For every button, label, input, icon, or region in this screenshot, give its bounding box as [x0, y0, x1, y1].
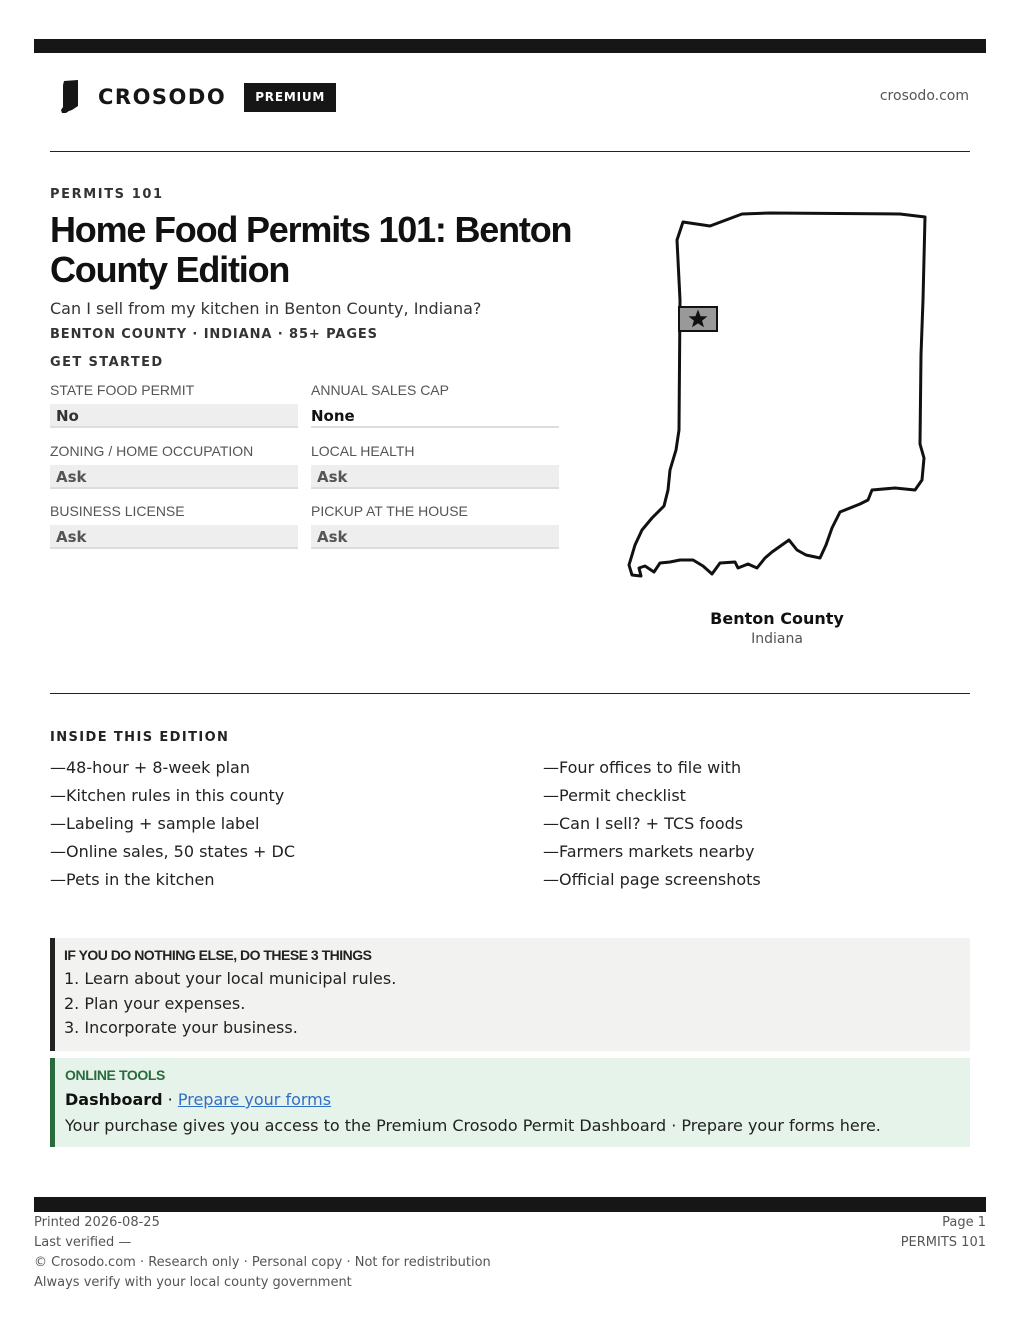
- list-item: —Official page screenshots: [543, 870, 761, 889]
- field-label: STATE FOOD PERMIT: [50, 382, 195, 398]
- field-pickup: [311, 503, 559, 549]
- tools-description: Your purchase gives you access to the Premium Crosodo Permit Dashboard · Prepare your forms here.: [65, 1116, 881, 1135]
- verify-note: Always verify with your local county government: [34, 1275, 352, 1290]
- footer-right: [901, 1213, 986, 1253]
- tools-heading: ONLINE TOOLS: [65, 1067, 165, 1083]
- dashboard-label: Dashboard: [65, 1090, 163, 1109]
- field-value: No: [50, 404, 298, 428]
- separator: ·: [162, 1090, 178, 1109]
- field-label: ZONING / HOME OCCUPATION: [50, 443, 254, 459]
- indiana-map: [624, 208, 934, 583]
- field-value: None: [311, 404, 559, 428]
- footer-left: [34, 1213, 491, 1293]
- brand[interactable]: [60, 80, 336, 114]
- list-item: 3. Incorporate your business.: [64, 1018, 298, 1037]
- section-kicker: PERMITS 101: [50, 187, 164, 202]
- map-county-label: Benton County: [710, 609, 844, 628]
- site-url[interactable]: crosodo.com: [879, 88, 969, 104]
- field-label: LOCAL HEALTH: [311, 443, 415, 459]
- field-value: Ask: [50, 525, 298, 549]
- field-label: ANNUAL SALES CAP: [311, 382, 449, 398]
- last-verified: Last verified —: [34, 1235, 132, 1250]
- top-bar: [34, 39, 986, 53]
- list-item: —48-hour + 8-week plan: [50, 758, 250, 777]
- list-item: —Permit checklist: [543, 786, 686, 805]
- field-label: PICKUP AT THE HOUSE: [311, 503, 468, 519]
- printed-date: Printed 2026-08-25: [34, 1215, 160, 1230]
- premium-badge: PREMIUM: [244, 83, 336, 112]
- inside-heading: INSIDE THIS EDITION: [50, 730, 230, 745]
- copyright: © Crosodo.com · Research only · Personal copy · Not for redistribution: [34, 1255, 491, 1270]
- callout-heading: IF YOU DO NOTHING ELSE, DO THESE 3 THINGS: [64, 947, 372, 963]
- list-item: —Kitchen rules in this county: [50, 786, 285, 805]
- inside-list-left: [50, 756, 295, 896]
- indiana-state-icon: [60, 80, 80, 114]
- field-label: BUSINESS LICENSE: [50, 503, 185, 519]
- field-state-food-permit: [50, 382, 298, 428]
- footer-bar: [34, 1197, 986, 1212]
- indiana-outline: [629, 213, 925, 576]
- footer-section: PERMITS 101: [900, 1235, 986, 1250]
- field-business-license: [50, 503, 298, 549]
- tools-dashboard-line: [65, 1087, 970, 1113]
- prepare-forms-link[interactable]: Prepare your forms: [177, 1090, 332, 1109]
- section-divider: [50, 693, 970, 694]
- field-annual-sales-cap: [311, 382, 559, 428]
- field-value: Ask: [311, 465, 559, 489]
- field-zoning: [50, 443, 298, 489]
- list-item: —Four offices to file with: [543, 758, 742, 777]
- header-divider: [50, 151, 970, 152]
- list-item: —Labeling + sample label: [50, 814, 260, 833]
- inside-list-right: [543, 756, 761, 896]
- map-state-label: Indiana: [751, 631, 803, 647]
- field-value: Ask: [311, 525, 559, 549]
- list-item: 1. Learn about your local municipal rules.: [64, 969, 397, 988]
- edition-meta: BENTON COUNTY · INDIANA · 85+ PAGES: [50, 327, 378, 342]
- list-item: —Farmers markets nearby: [543, 842, 755, 861]
- brand-name: CROSODO: [98, 85, 227, 109]
- callout-list: [64, 967, 970, 1041]
- three-things-callout: [50, 938, 970, 1051]
- field-value: Ask: [50, 465, 298, 489]
- page-number: Page 1: [942, 1215, 986, 1230]
- list-item: —Pets in the kitchen: [50, 870, 215, 889]
- page-subtitle: Can I sell from my kitchen in Benton County, Indiana?: [50, 299, 482, 318]
- list-item: 2. Plan your expenses.: [64, 993, 246, 1013]
- page-title: Home Food Permits 101: Benton County Edition: [50, 209, 572, 290]
- get-started-heading: GET STARTED: [50, 355, 164, 370]
- online-tools-callout: [50, 1058, 970, 1147]
- field-local-health: [311, 443, 559, 489]
- list-item: —Online sales, 50 states + DC: [50, 842, 296, 861]
- list-item: —Can I sell? + TCS foods: [543, 814, 744, 833]
